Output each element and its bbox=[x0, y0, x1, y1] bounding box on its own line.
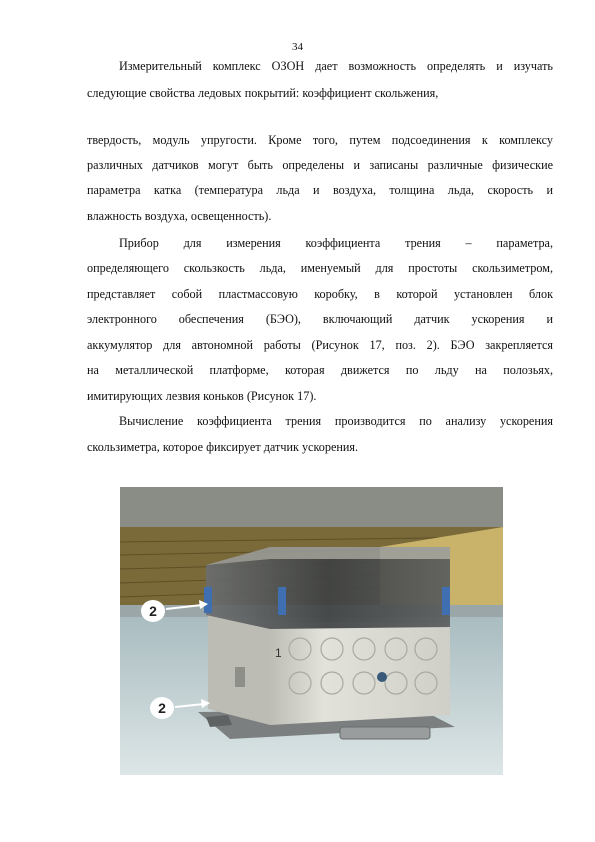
paragraph-4-line-1: Вычисление коэффициента трения производится по анализу ускорения bbox=[119, 414, 553, 428]
post-left bbox=[204, 587, 212, 613]
paragraph-3-line-2: определяющего скользкость льда, именуемый для простоты скользиметром, bbox=[87, 261, 553, 275]
paragraph-3-line-1: Прибор для измерения коэффициента трения – параметра, bbox=[119, 236, 553, 250]
paragraph-3-line-3: представляет собой пластмассовую коробку, в которой установлен блок bbox=[87, 287, 553, 301]
paragraph-3-line-5: аккумулятор для автономной работы (Рисунок 17, поз. 2). БЭО закрепляется bbox=[87, 338, 553, 352]
post-right bbox=[442, 587, 450, 615]
paragraph-2-line-4: влажность воздуха, освещенность). bbox=[87, 209, 272, 223]
paragraph-1-line-1: Измерительный комплекс ОЗОН дает возможность определять и изучать bbox=[119, 59, 553, 73]
connector bbox=[377, 672, 387, 682]
box-front bbox=[270, 622, 450, 725]
skid-meter-illustration bbox=[120, 487, 503, 775]
platform-handle bbox=[340, 727, 430, 739]
label-bottom: 2 bbox=[158, 700, 166, 716]
page-number: 34 bbox=[292, 41, 303, 53]
paragraph-1-line-2: следующие свойства ледовых покрытий: коэффициент скольжения, bbox=[87, 86, 439, 100]
skid-left bbox=[206, 715, 232, 727]
paragraph-2-line-3: параметра катка (температура льда и воздуха, толщина льда, скорость и bbox=[87, 183, 553, 197]
paragraph-3-line-6: на металлической платформе, которая движется по льду на полозьях, bbox=[87, 363, 553, 377]
label-top: 2 bbox=[149, 603, 157, 619]
label-side: 1 bbox=[275, 646, 282, 660]
paragraph-4-line-2: скользиметра, которое фиксирует датчик ускорения. bbox=[87, 440, 359, 454]
figure-photo bbox=[120, 487, 503, 775]
post-mid bbox=[278, 587, 286, 615]
paragraph-2-line-1: твердость, модуль упругости. Кроме того, путем подсоединения к комплексу bbox=[87, 133, 553, 147]
arena-ceiling bbox=[120, 487, 503, 527]
paragraph-2-line-2: различных датчиков могут быть определены и записаны различные физические bbox=[87, 158, 553, 172]
side-clamp bbox=[235, 667, 245, 687]
paragraph-3-line-7: имитирующих лезвия коньков (Рисунок 17). bbox=[87, 389, 317, 403]
paragraph-3-line-4: электронного обеспечения (БЭО), включающий датчик ускорения и bbox=[87, 312, 553, 326]
box-lid bbox=[206, 559, 450, 629]
